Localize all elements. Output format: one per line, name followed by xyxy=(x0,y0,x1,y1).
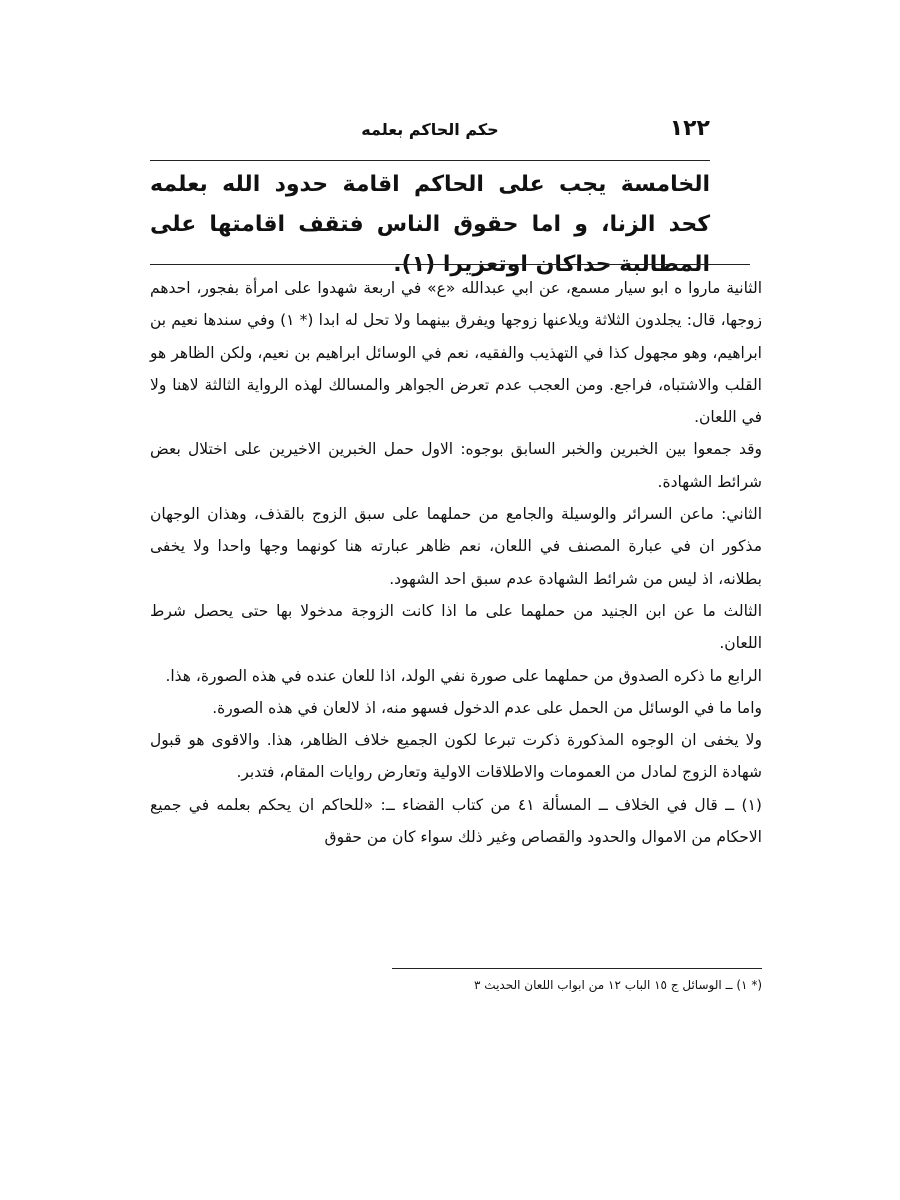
commentary-paragraph: الثانية ماروا ه ابو سيار مسمع، عن ابي عبدالله «ع» في اربعة شهدوا على امرأة بفجور، احدهم زوجها، قال: يجلدون الثلاثة ويلاعنها زوجها ويفرق بينهما ولا تحل له ابدا (* ١) وفي سندها نعيم بن ابراهيم، وهو مجهول كذا في التهذيب والفقيه، نعم في الوسائل ابراهيم بن نعيم، ولكن الظاهر هو القلب والاشتباه، فراجع. ومن العجب عدم تعرض الجواهر والمسالك لهذه الرواية الثالثة لاهنا ولا في اللعان. xyxy=(150,279,762,427)
page-number: ١٢٢ xyxy=(669,116,710,141)
commentary xyxy=(150,272,762,853)
commentary-paragraph: الثاني: ماعن السرائر والوسيلة والجامع من حملهما على سبق الزوج بالقذف، وهذان الوجهان مذكور ان في عبارة المصنف في اللعان، نعم ظاهر عبارته هنا كونهما وجها واحدا ولا يخفى بطلانه، اذ ليس من شرائط الشهادة عدم سبق احد الشهود. xyxy=(150,505,762,588)
commentary-paragraph: الثالث ما عن ابن الجنيد من حملهما على ما اذا كانت الزوجة مدخولا بها حتى يحصل شرط اللعان. xyxy=(150,601,762,653)
running-title: حكم الحاكم بعلمه xyxy=(361,120,499,139)
footnote: (* ١) ــ الوسائل ج ١٥ الباب ١٢ من ابواب اللعان الحديث ٣ xyxy=(474,978,762,992)
commentary-paragraph: واما ما في الوسائل من الحمل على عدم الدخول فسهو منه، اذ لالعان في هذه الصورة. xyxy=(212,698,762,717)
commentary-paragraph: وقد جمعوا بين الخبرين والخبر السابق بوجوه: الاول حمل الخبرين الاخيرين على اختلال بعض شرائط الشهادة. xyxy=(150,440,762,491)
commentary-paragraph: الرابع ما ذكره الصدوق من حملهما على صورة نفي الولد، اذا للعان عنده في هذه الصورة، هذا. xyxy=(165,666,762,685)
footnote-rule xyxy=(392,968,762,969)
header-rule xyxy=(150,160,710,161)
page-header xyxy=(150,116,710,148)
commentary-paragraph: ولا يخفى ان الوجوه المذكورة ذكرت تبرعا لكون الجميع خلاف الظاهر، هذا. والاقوى هو قبول شهادة الزوج لمادل من العمومات والاطلاقات الاولية وتعارض روايات المقام، فتدبر. xyxy=(150,731,762,782)
section-rule xyxy=(150,264,750,265)
main-text: الخامسة يجب على الحاكم اقامة حدود الله بعلمه كحد الزنا، و اما حقوق الناس فتقف اقامتها على المطالبة حداكان اوتعزيرا (١). xyxy=(150,172,710,277)
commentary-paragraph: (١) ــ قال في الخلاف ــ المسألة ٤١ من كتاب القضاء ــ: «للحاكم ان يحكم بعلمه في جميع الاحكام من الاموال والحدود والقصاص وغير ذلك سواء كان من حقوق xyxy=(150,795,762,847)
